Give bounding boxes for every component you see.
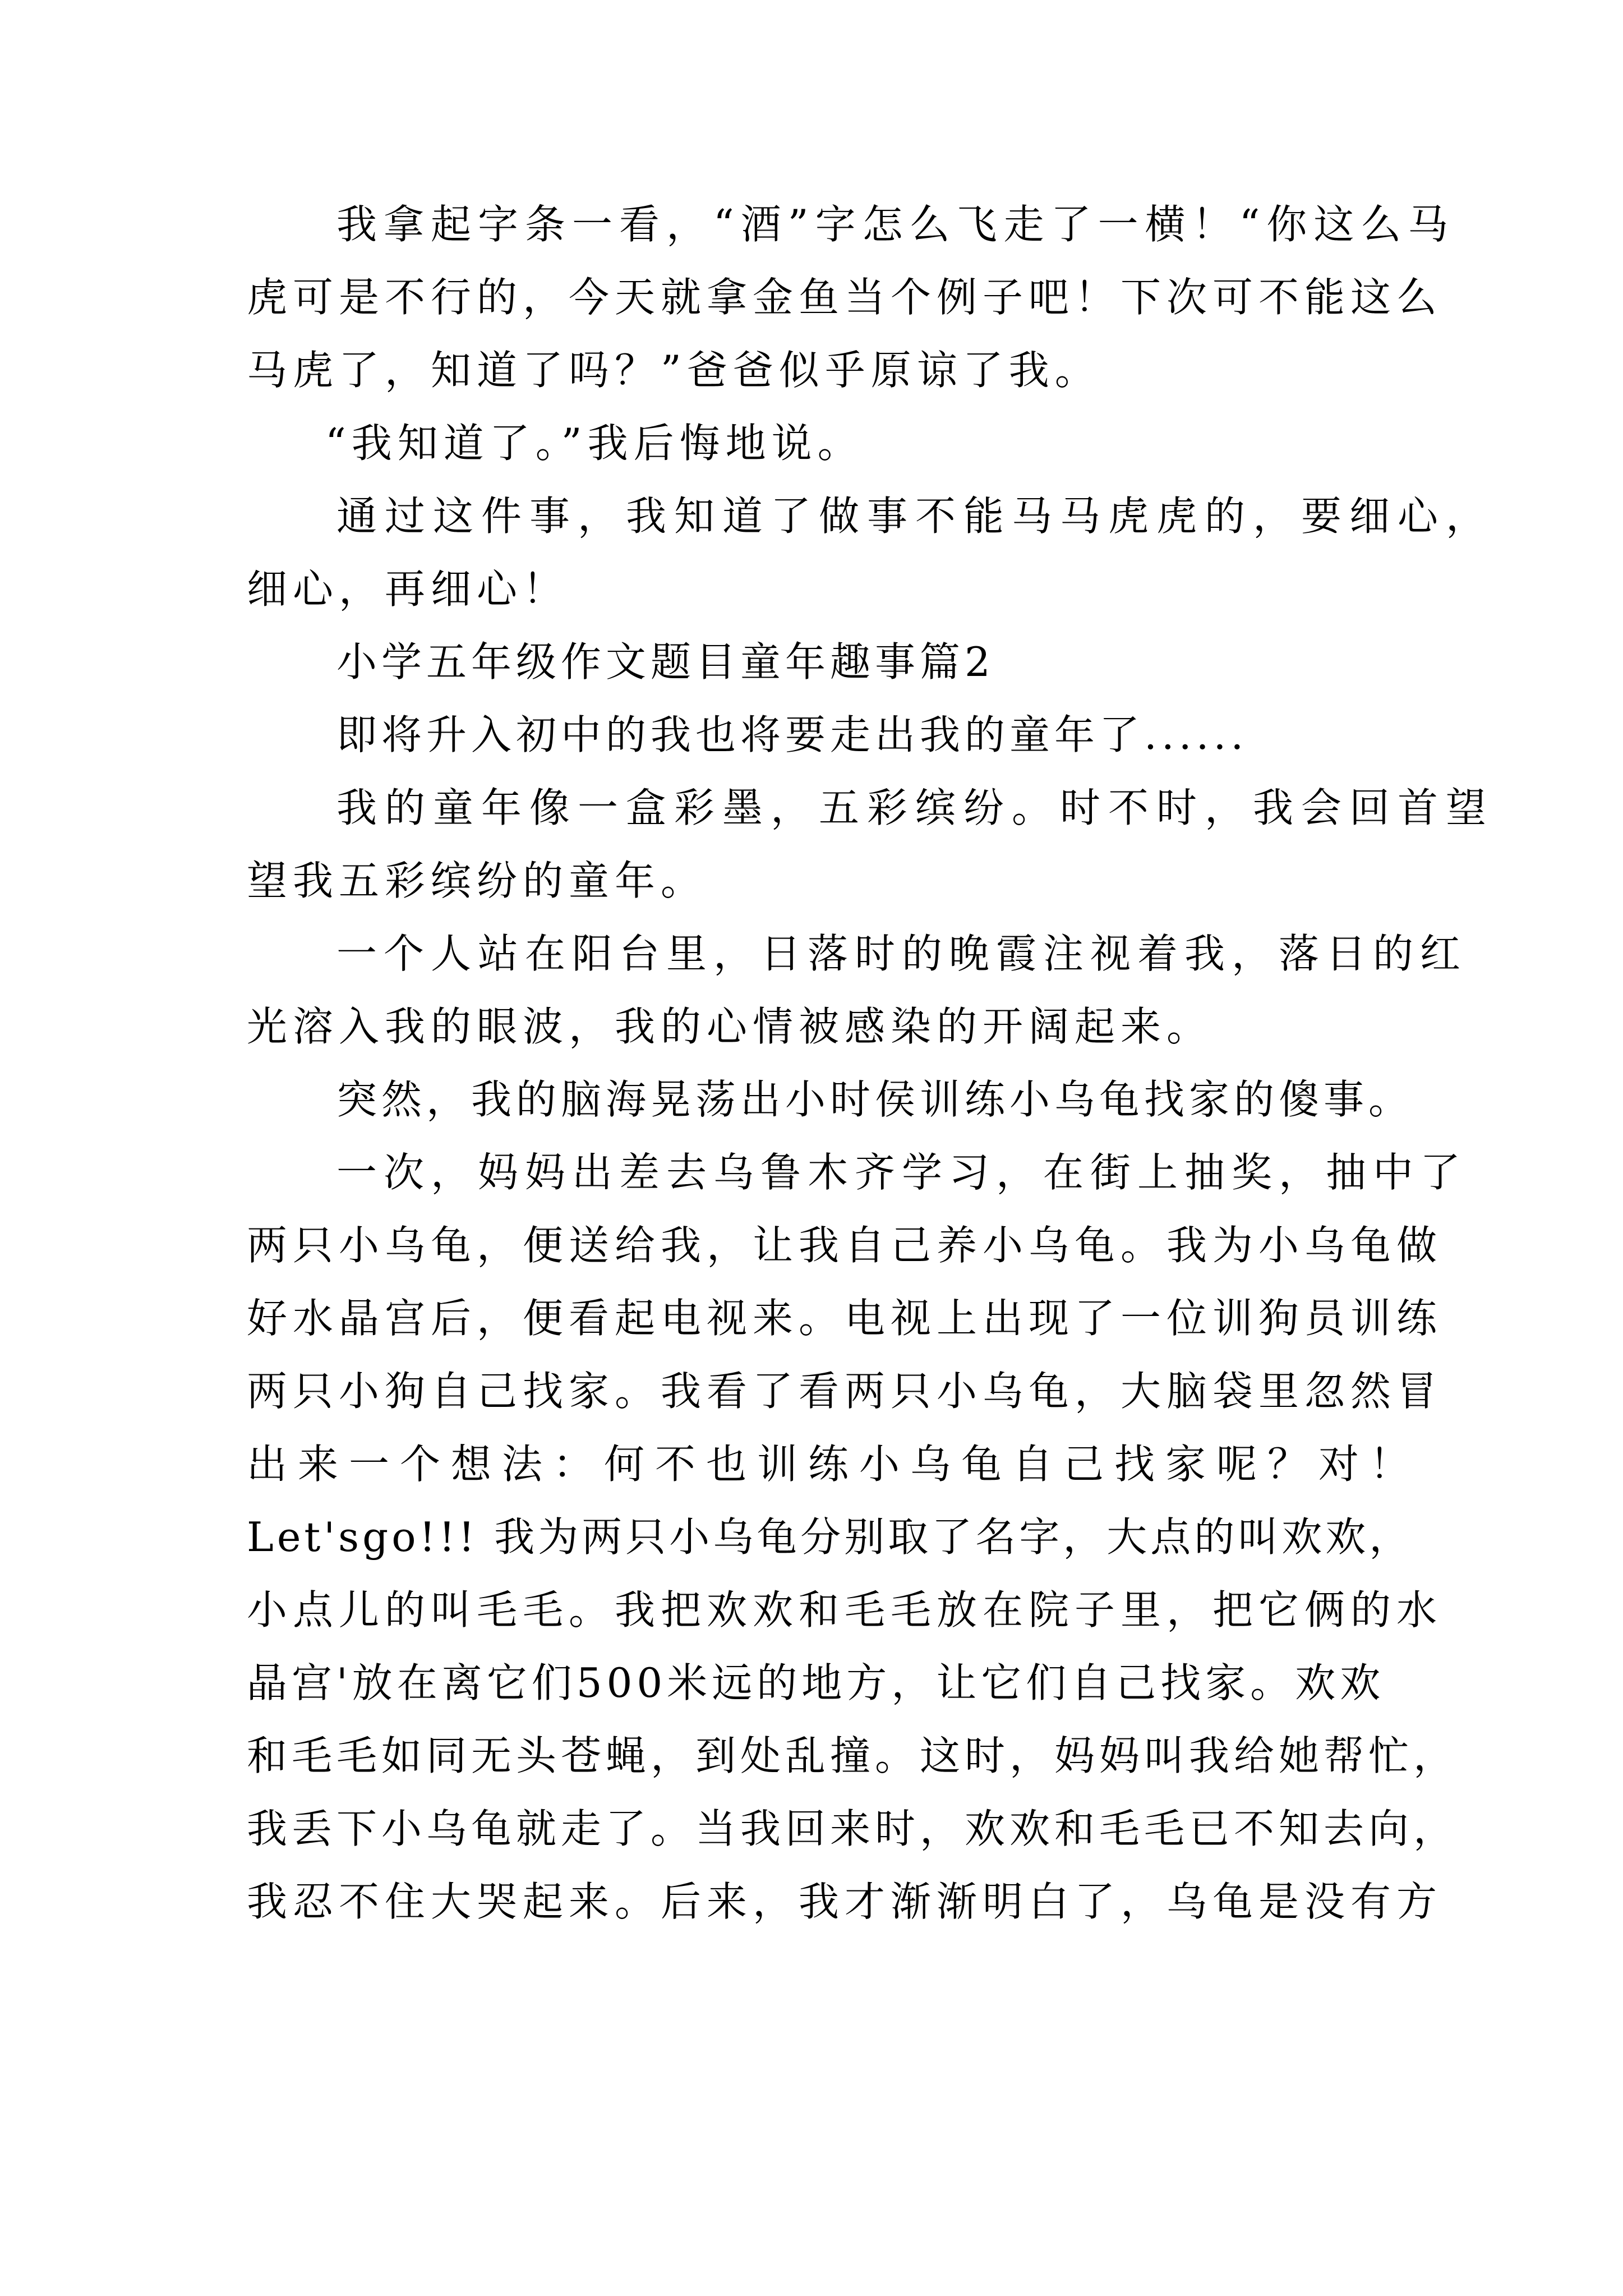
- text-line: 晶宫'放在离它们500米远的地方，让它们自己找家。欢欢: [247, 1659, 1385, 1706]
- text-line: 即将升入初中的我也将要走出我的童年了......: [336, 711, 1248, 758]
- text-line: 虎可是不行的，今天就拿金鱼当个例子吧！下次可不能这么: [247, 274, 1443, 321]
- text-line: 两只小狗自己找家。我看了看两只小乌龟，大脑袋里忽然冒: [247, 1368, 1443, 1415]
- text-line: 光溶入我的眼波，我的心情被感染的开阔起来。: [247, 1003, 1213, 1050]
- text-line: 小点儿的叫毛毛。我把欢欢和毛毛放在院子里，把它俩的水: [247, 1586, 1443, 1634]
- text-line: 通过这件事，我知道了做事不能马马虎虎的，要细心，: [336, 493, 1495, 540]
- text-line: 一次，妈妈出差去乌鲁木齐学习，在街上抽奖，抽中了: [336, 1149, 1468, 1196]
- section-heading: 小学五年级作文题目童年趣事篇2: [336, 638, 995, 685]
- text-line: 我忍不住大哭起来。后来，我才渐渐明白了，乌龟是没有方: [247, 1878, 1443, 1925]
- text-line: 马虎了，知道了吗？”爸爸似乎原谅了我。: [247, 347, 1101, 394]
- text-line: 好水晶宫后，便看起电视来。电视上出现了一位训狗员训练: [247, 1295, 1443, 1342]
- text-line: 我拿起字条一看，“酒”字怎么飞走了一横！“你这么马: [336, 201, 1455, 248]
- text-line: 出来一个想法：何不也训练小乌龟自己找家呢？对！: [247, 1441, 1421, 1488]
- text-line: Let'sgo!!! 我为两只小乌龟分别取了名字，大点的叫欢欢，: [247, 1513, 1413, 1561]
- text-line: 我的童年像一盒彩墨，五彩缤纷。时不时，我会回首望: [336, 784, 1495, 831]
- text-line: 望我五彩缤纷的童年。: [247, 857, 707, 904]
- text-line: 我丢下小乌龟就走了。当我回来时，欢欢和毛毛已不知去向，: [247, 1805, 1459, 1852]
- text-line: 和毛毛如同无头苍蝇，到处乱撞。这时，妈妈叫我给她帮忙，: [247, 1732, 1459, 1779]
- text-line: 一个人站在阳台里，日落时的晚霞注视着我，落日的红: [336, 930, 1468, 977]
- text-line: “我知道了。”我后悔地说。: [325, 420, 864, 467]
- text-line: 突然，我的脑海晃荡出小时侯训练小乌龟找家的傻事。: [336, 1076, 1414, 1123]
- text-line: 细心，再细心！: [247, 565, 569, 613]
- text-line: 两只小乌龟，便送给我，让我自己养小乌龟。我为小乌龟做: [247, 1222, 1443, 1269]
